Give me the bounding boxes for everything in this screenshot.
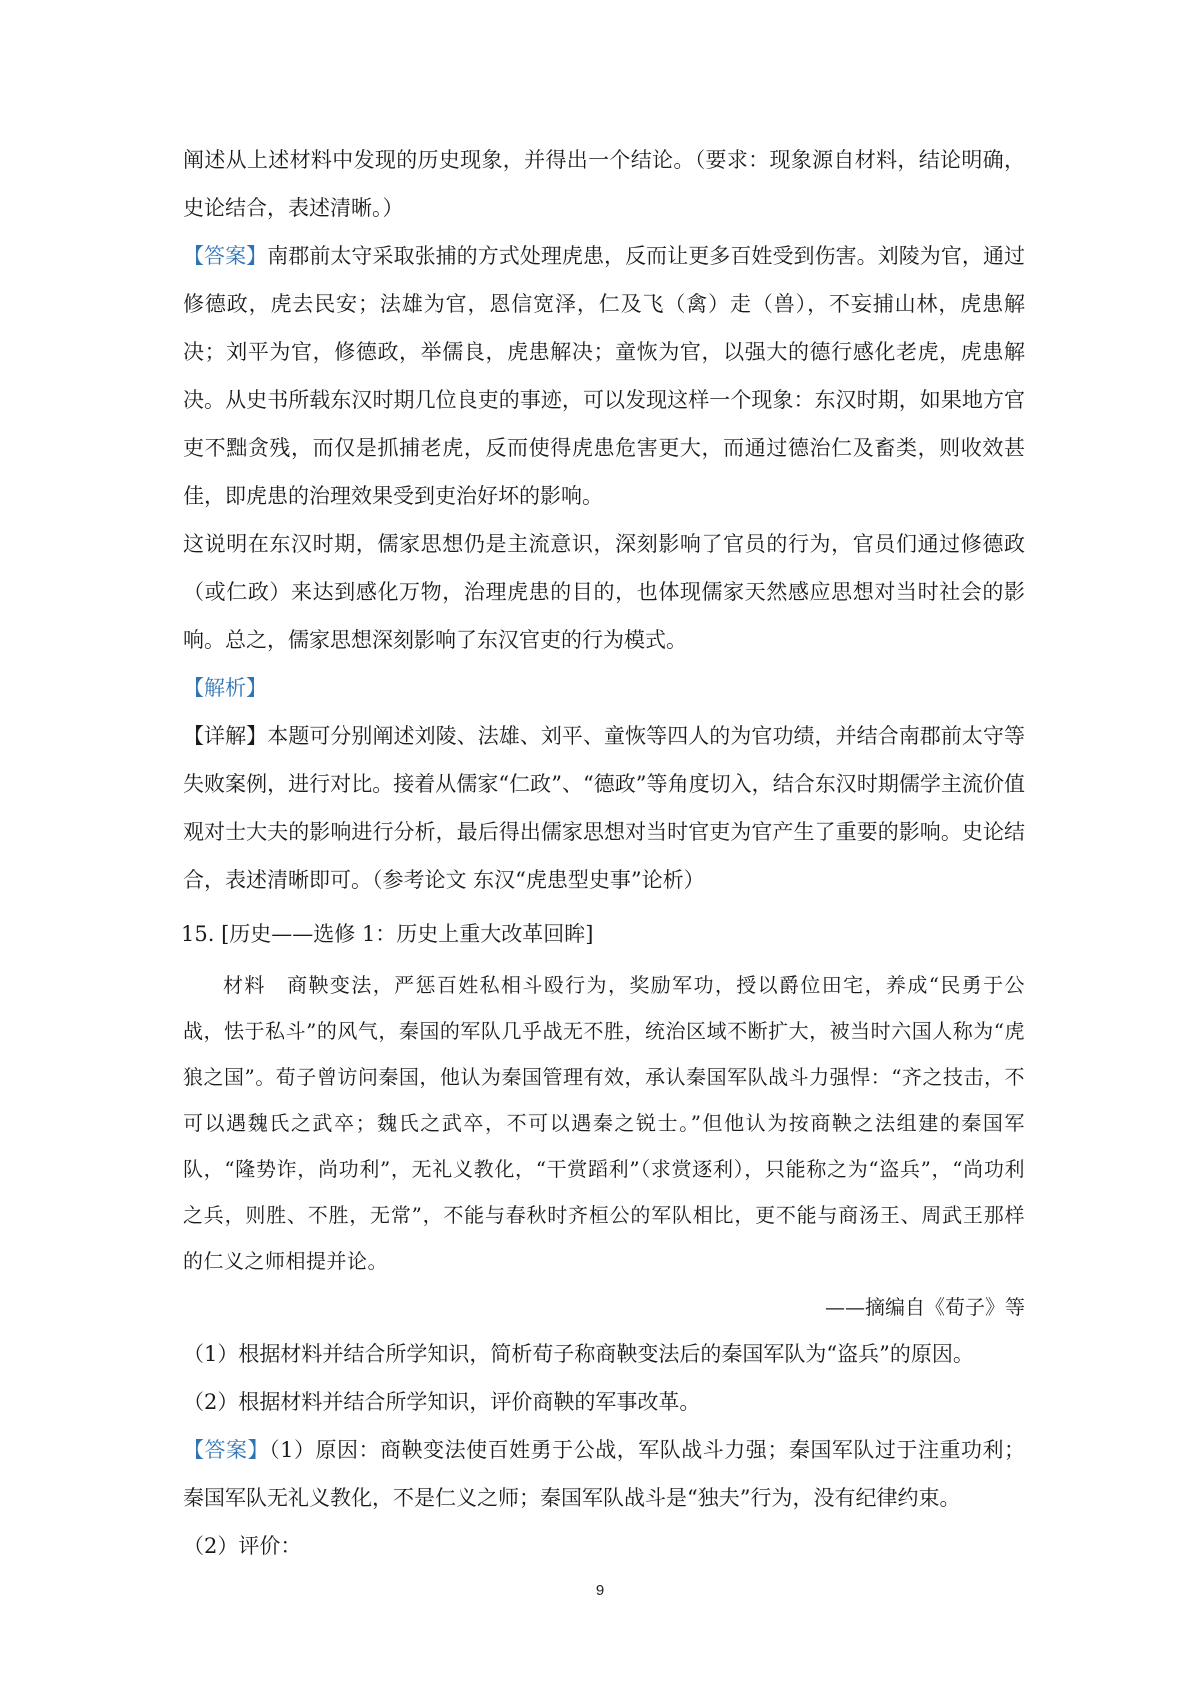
analysis-tag: 【解析】	[183, 676, 267, 700]
answer-paragraph-1: 南郡前太守采取张捕的方式处理虎患，反而让更多百姓受到伤害。刘陵为官，通过修德政，虎去民安；法雄为官，恩信宽泽，仁及飞（禽）走（兽），不妄捕山林，虎患解决；刘平为官，修德政，举儒良，虎患解决；童恢为官，以强大的德行感化老虎，虎患解决。从史书所载东汉时期几位良吏的事迹，可以发现这样一个现象：东汉时期，如果地方官吏不黜贪残，而仅是抓捕老虎，反而使得虎患危害更大，而通过德治仁及畜类，则收效甚佳，即虎患的治理效果受到吏治好坏的影响。	[183, 244, 1026, 508]
question-14-answer	[183, 232, 1025, 520]
question-15-answer	[183, 1426, 1025, 1522]
question-14-detail	[183, 712, 1025, 904]
page-number: 9	[595, 1582, 605, 1599]
question-15-section	[183, 910, 1025, 1570]
detail-tag: 【详解】	[183, 724, 268, 748]
answer-paragraph-2: 这说明在东汉时期，儒家思想仍是主流意识，深刻影响了官员的行为，官员们通过修德政（或仁政）来达到感化万物，治理虎患的目的，也体现儒家天然感应思想对当时社会的影响。总之，儒家思想深刻影响了东汉官吏的行为模式。	[183, 532, 1025, 652]
answer-tag: 【答案】	[183, 244, 268, 268]
question-14-section	[183, 136, 1025, 904]
answer-1: （1）原因：商鞅变法使百姓勇于公战，军队战斗力强；秦国军队过于注重功利；秦国军队无礼义教化，不是仁义之师；秦国军队战斗是“独夫”行为，没有纪律约束。	[183, 1438, 1026, 1510]
sub-question-2: （2）根据材料并结合所学知识，评价商鞅的军事改革。	[183, 1390, 701, 1414]
material-source: ——摘编自《荀子》等	[825, 1295, 1025, 1319]
question-14-prompt: 阐述从上述材料中发现的历史现象，并得出一个结论。（要求：现象源自材料，结论明确，史论结合，表述清晰。）	[183, 148, 1025, 220]
question-14-analysis	[183, 664, 1025, 712]
question-15-heading: 15. [历史——选修 1：历史上重大改革回眸]	[181, 922, 594, 946]
question-15-material: 材料 商鞅变法，严惩百姓私相斗殴行为，奖励军功，授以爵位田宅，养成“民勇于公战，怯于私斗”的风气，秦国的军队几乎战无不胜，统治区域不断扩大，被当时六国人称为“虎狼之国”。荀子曾访问秦国，他认为秦国管理有效，承认秦国军队战斗力强悍：“齐之技击，不可以遇魏氏之武卒；魏氏之武卒，不可以遇秦之锐士。”但他认为按商鞅之法组建的秦国军队，“隆势诈，尚功利”，无礼义教化，“干赏蹈利”（求赏逐利），只能称之为“盗兵”，“尚功利之兵，则胜、不胜，无常”，不能与春秋时齐桓公的军队相比，更不能与商汤王、周武王那样的仁义之师相提并论。	[183, 973, 1025, 1273]
sub-question-1: （1）根据材料并结合所学知识，简析荀子称商鞅变法后的秦国军队为“盗兵”的原因。	[183, 1342, 974, 1366]
answer-tag: 【答案】	[183, 1438, 270, 1462]
answer-2: （2）评价：	[183, 1534, 302, 1558]
detail-text: 本题可分别阐述刘陵、法雄、刘平、童恢等四人的为官功绩，并结合南郡前太守等失败案例，进行对比。接着从儒家“仁政”、“德政”等角度切入，结合东汉时期儒学主流价值观对士大夫的影响进行分析，最后得出儒家思想对当时官吏为官产生了重要的影响。史论结合，表述清晰即可。（参考论文 东汉“虎患型史事”论析）	[183, 724, 1026, 892]
